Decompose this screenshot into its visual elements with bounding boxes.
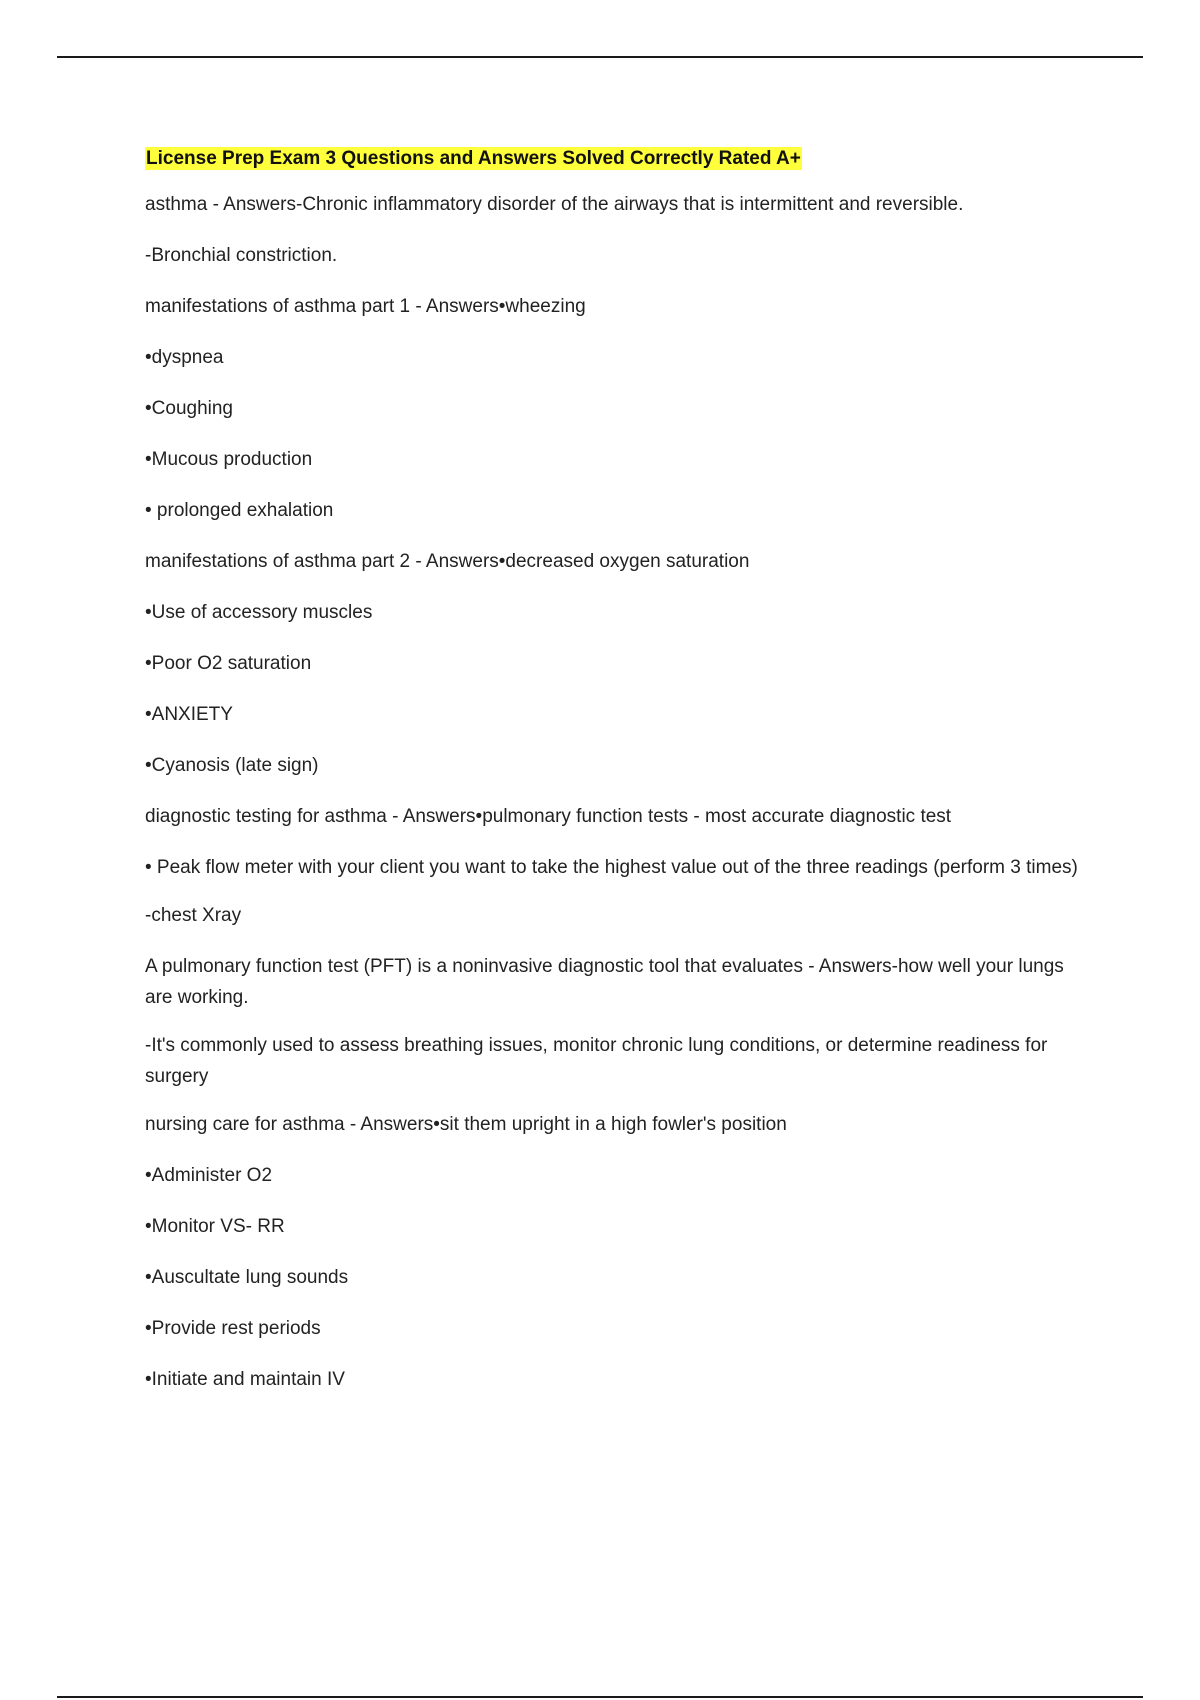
text-line: •Poor O2 saturation	[145, 653, 312, 674]
text-line: •Coughing	[145, 398, 233, 419]
text-line: •dyspnea	[145, 347, 224, 368]
text-line: •Initiate and maintain IV	[145, 1369, 345, 1390]
text-line: •Administer O2	[145, 1165, 273, 1186]
text-line: nursing care for asthma - Answers•sit them upright in a high fowler's position	[145, 1114, 787, 1135]
page-header-rule	[57, 56, 1143, 58]
text-line: -It's commonly used to assess breathing issues, monitor chronic lung conditions, or determine readiness for surgery	[145, 1035, 1048, 1087]
text-line: •Mucous production	[145, 449, 313, 470]
text-line: asthma - Answers-Chronic inflammatory disorder of the airways that is intermittent and reversible.	[145, 194, 964, 215]
text-line: •Provide rest periods	[145, 1318, 321, 1339]
text-line: •ANXIETY	[145, 704, 233, 725]
document-body	[145, 147, 1095, 1415]
text-line: •Auscultate lung sounds	[145, 1267, 349, 1288]
text-line: manifestations of asthma part 1 - Answers•wheezing	[145, 296, 586, 317]
page-footer-rule	[57, 1696, 1143, 1698]
text-line: •Use of accessory muscles	[145, 602, 373, 623]
text-line: -chest Xray	[145, 905, 242, 926]
text-line: • prolonged exhalation	[145, 500, 334, 521]
text-line: •Cyanosis (late sign)	[145, 755, 319, 776]
text-line: • Peak flow meter with your client you want to take the highest value out of the three readings (perform 3 times)	[145, 857, 1078, 878]
document-title-wrap	[145, 147, 1095, 189]
text-line: -Bronchial constriction.	[145, 245, 338, 266]
document-title: License Prep Exam 3 Questions and Answers Solved Correctly Rated A+	[146, 148, 801, 169]
text-line: diagnostic testing for asthma - Answers•pulmonary function tests - most accurate diagnostic test	[145, 806, 952, 827]
text-line: manifestations of asthma part 2 - Answers•decreased oxygen saturation	[145, 551, 750, 572]
text-line: •Monitor VS- RR	[145, 1216, 285, 1237]
text-line: A pulmonary function test (PFT) is a noninvasive diagnostic tool that evaluates - Answers-how well your lungs are working.	[145, 956, 1064, 1008]
